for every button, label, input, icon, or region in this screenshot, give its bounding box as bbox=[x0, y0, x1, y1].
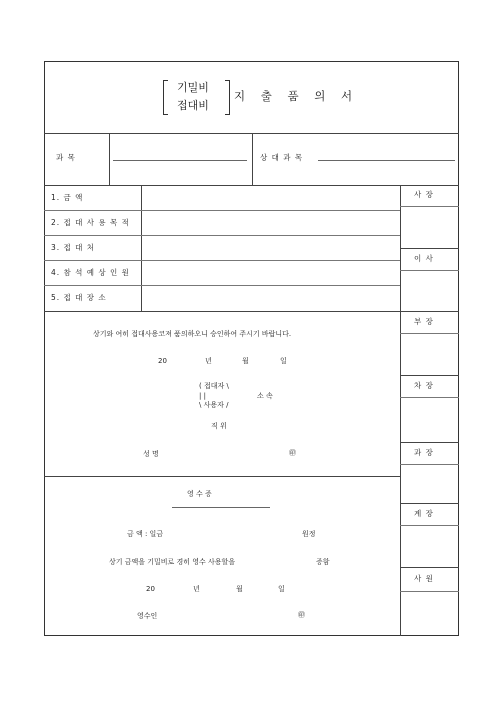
divider bbox=[44, 311, 400, 312]
account-field[interactable] bbox=[113, 160, 247, 161]
receipt-year: 년 bbox=[193, 585, 200, 593]
divider bbox=[400, 248, 459, 249]
account-label: 과 목 bbox=[56, 153, 76, 162]
divider bbox=[141, 185, 142, 311]
title-option-1: 기밀비 bbox=[177, 81, 209, 94]
receipt-statement: 상기 금액을 기밀비로 경히 영수 사용할을 bbox=[109, 558, 236, 566]
divider bbox=[400, 442, 459, 443]
receipt-month: 월 bbox=[236, 585, 243, 593]
request-year: 년 bbox=[205, 357, 212, 365]
title-bracket-right bbox=[225, 80, 230, 115]
receipt-amount-suffix: 원정 bbox=[302, 530, 316, 538]
form-title: 지 출 품 의 서 bbox=[234, 89, 359, 103]
item-amount-label: 1. 금 액 bbox=[51, 193, 84, 202]
approval-director: 이 사 bbox=[414, 254, 434, 263]
receipt-heading-underline bbox=[172, 507, 270, 508]
divider bbox=[44, 260, 400, 261]
request-statement: 상기와 여히 접대사용코져 품의하오니 승인하여 주시기 바랍니다. bbox=[93, 330, 292, 338]
receipt-heading: 영 수 증 bbox=[187, 490, 212, 498]
receipt-receiver-label: 영수인 bbox=[137, 612, 158, 620]
divider bbox=[109, 133, 110, 185]
receipt-day: 일 bbox=[278, 585, 285, 593]
divider bbox=[400, 375, 459, 376]
title-option-2: 접대비 bbox=[177, 99, 209, 112]
approval-president: 사 장 bbox=[414, 190, 434, 199]
receipt-seal: ㊞ bbox=[298, 611, 305, 619]
request-role-mid: | | bbox=[199, 392, 206, 400]
divider bbox=[400, 464, 459, 465]
request-role-bottom: \ 사용자 / bbox=[199, 401, 229, 409]
divider bbox=[252, 133, 253, 185]
request-affiliation: 소 속 bbox=[257, 392, 273, 400]
request-name-label: 성 명 bbox=[143, 450, 159, 458]
receipt-year-prefix: 20 bbox=[146, 585, 155, 593]
divider bbox=[44, 185, 459, 186]
request-role-top: ( 접대자 \ bbox=[199, 382, 229, 390]
divider bbox=[400, 567, 459, 568]
counter-account-field[interactable] bbox=[318, 160, 455, 161]
divider bbox=[44, 210, 400, 211]
divider bbox=[400, 270, 459, 271]
item-vendor-label: 3. 접 대 처 bbox=[51, 243, 96, 252]
divider bbox=[44, 476, 400, 477]
request-position: 직 위 bbox=[211, 422, 227, 430]
counter-account-label: 상 대 과 목 bbox=[260, 153, 304, 162]
approval-section-chief: 과 장 bbox=[414, 448, 434, 457]
receipt-statement-end: 증함 bbox=[316, 558, 330, 566]
approval-team-leader: 계 장 bbox=[414, 509, 434, 518]
approval-staff: 사 원 bbox=[414, 574, 434, 583]
divider bbox=[400, 525, 459, 526]
divider bbox=[400, 311, 459, 312]
request-month: 월 bbox=[242, 357, 249, 365]
request-seal: ㊞ bbox=[289, 449, 296, 457]
divider bbox=[400, 206, 459, 207]
request-day: 일 bbox=[280, 357, 287, 365]
divider bbox=[44, 285, 400, 286]
approval-general-manager: 부 장 bbox=[414, 317, 434, 326]
approval-column-divider bbox=[400, 185, 401, 636]
title-bracket-left bbox=[163, 80, 168, 115]
request-year-prefix: 20 bbox=[158, 357, 167, 365]
item-attendees-label: 4. 참 석 예 상 인 원 bbox=[51, 268, 130, 277]
divider bbox=[400, 591, 459, 592]
item-place-label: 5. 접 대 장 소 bbox=[51, 293, 107, 302]
divider bbox=[400, 397, 459, 398]
item-purpose-label: 2. 접 대 사 용 목 적 bbox=[51, 218, 130, 227]
approval-deputy-manager: 차 장 bbox=[414, 381, 434, 390]
divider bbox=[400, 333, 459, 334]
receipt-amount-label: 금 액 : 일금 bbox=[127, 530, 164, 538]
divider bbox=[400, 503, 459, 504]
divider bbox=[44, 235, 400, 236]
